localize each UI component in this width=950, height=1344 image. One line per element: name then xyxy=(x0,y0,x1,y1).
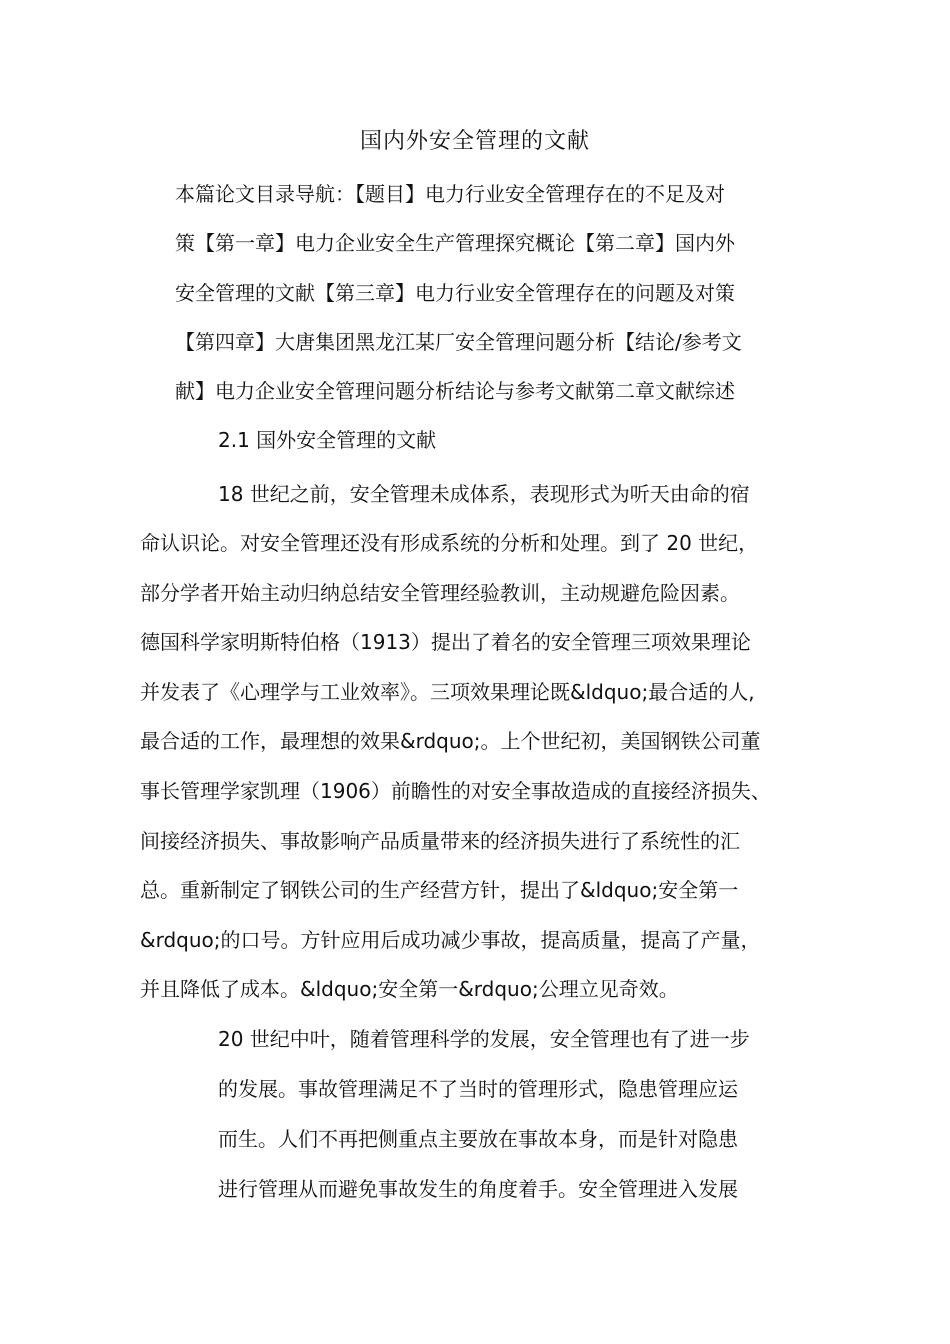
paragraph-line: 总。重新制定了钢铁公司的生产经营方针，提出了&ldquo;安全第一 xyxy=(140,878,739,902)
paragraph-line: 并且降低了成本。&ldquo;安全第一&rdquo;公理立见奇效。 xyxy=(140,977,679,1001)
nav-line: 【第四章】大唐集团黑龙江某厂安全管理问题分析【结论/参考文 xyxy=(175,330,742,354)
nav-line: 安全管理的文献【第三章】电力行业安全管理存在的问题及对策 xyxy=(175,281,735,305)
paragraph-line: 间接经济损失、事故影响产品质量带来的经济损失进行了系统性的汇 xyxy=(140,829,740,853)
paragraph-line: 并发表了《心理学与工业效率》。三项效果理论既&ldquo;最合适的人, xyxy=(140,680,755,704)
paragraph-line: 事长管理学家凯理（1906）前瞻性的对安全事故造成的直接经济损失、 xyxy=(140,779,771,803)
paragraph-line: &rdquo;的口号。方针应用后成功减少事故，提高质量，提高了产量， xyxy=(140,928,761,952)
document-title: 国内外安全管理的文献 xyxy=(359,129,590,154)
paragraph-line: 命认识论。对安全管理还没有形成系统的分析和处理。到了 20 世纪， xyxy=(140,531,759,555)
paragraph-line: 而生。人们不再把侧重点主要放在事故本身，而是针对隐患 xyxy=(218,1127,738,1151)
nav-line: 本篇论文目录导航：【题目】电力行业安全管理存在的不足及对 xyxy=(175,182,725,206)
paragraph-line: 最合适的工作，最理想的效果&rdquo;。上个世纪初，美国钢铁公司董 xyxy=(140,729,761,753)
nav-line: 献】电力企业安全管理问题分析结论与参考文献第二章文献综述 xyxy=(175,379,735,403)
paragraph-line: 18 世纪之前，安全管理未成体系，表现形式为听天由命的宿 xyxy=(218,482,750,506)
paragraph-line: 的发展。事故管理满足不了当时的管理形式，隐患管理应运 xyxy=(218,1077,738,1101)
nav-line: 策【第一章】电力企业安全生产管理探究概论【第二章】国内外 xyxy=(175,231,735,255)
paragraph-line: 德国科学家明斯特伯格（1913）提出了着名的安全管理三项效果理论 xyxy=(140,630,751,654)
paragraph-line: 部分学者开始主动归纳总结安全管理经验教训，主动规避危险因素。 xyxy=(140,581,740,605)
paragraph-line: 20 世纪中叶，随着管理科学的发展，安全管理也有了进一步 xyxy=(218,1027,750,1051)
paragraph-line: 进行管理从而避免事故发生的角度着手。安全管理进入发展 xyxy=(218,1177,738,1201)
section-heading: 2.1 国外安全管理的文献 xyxy=(218,428,437,452)
